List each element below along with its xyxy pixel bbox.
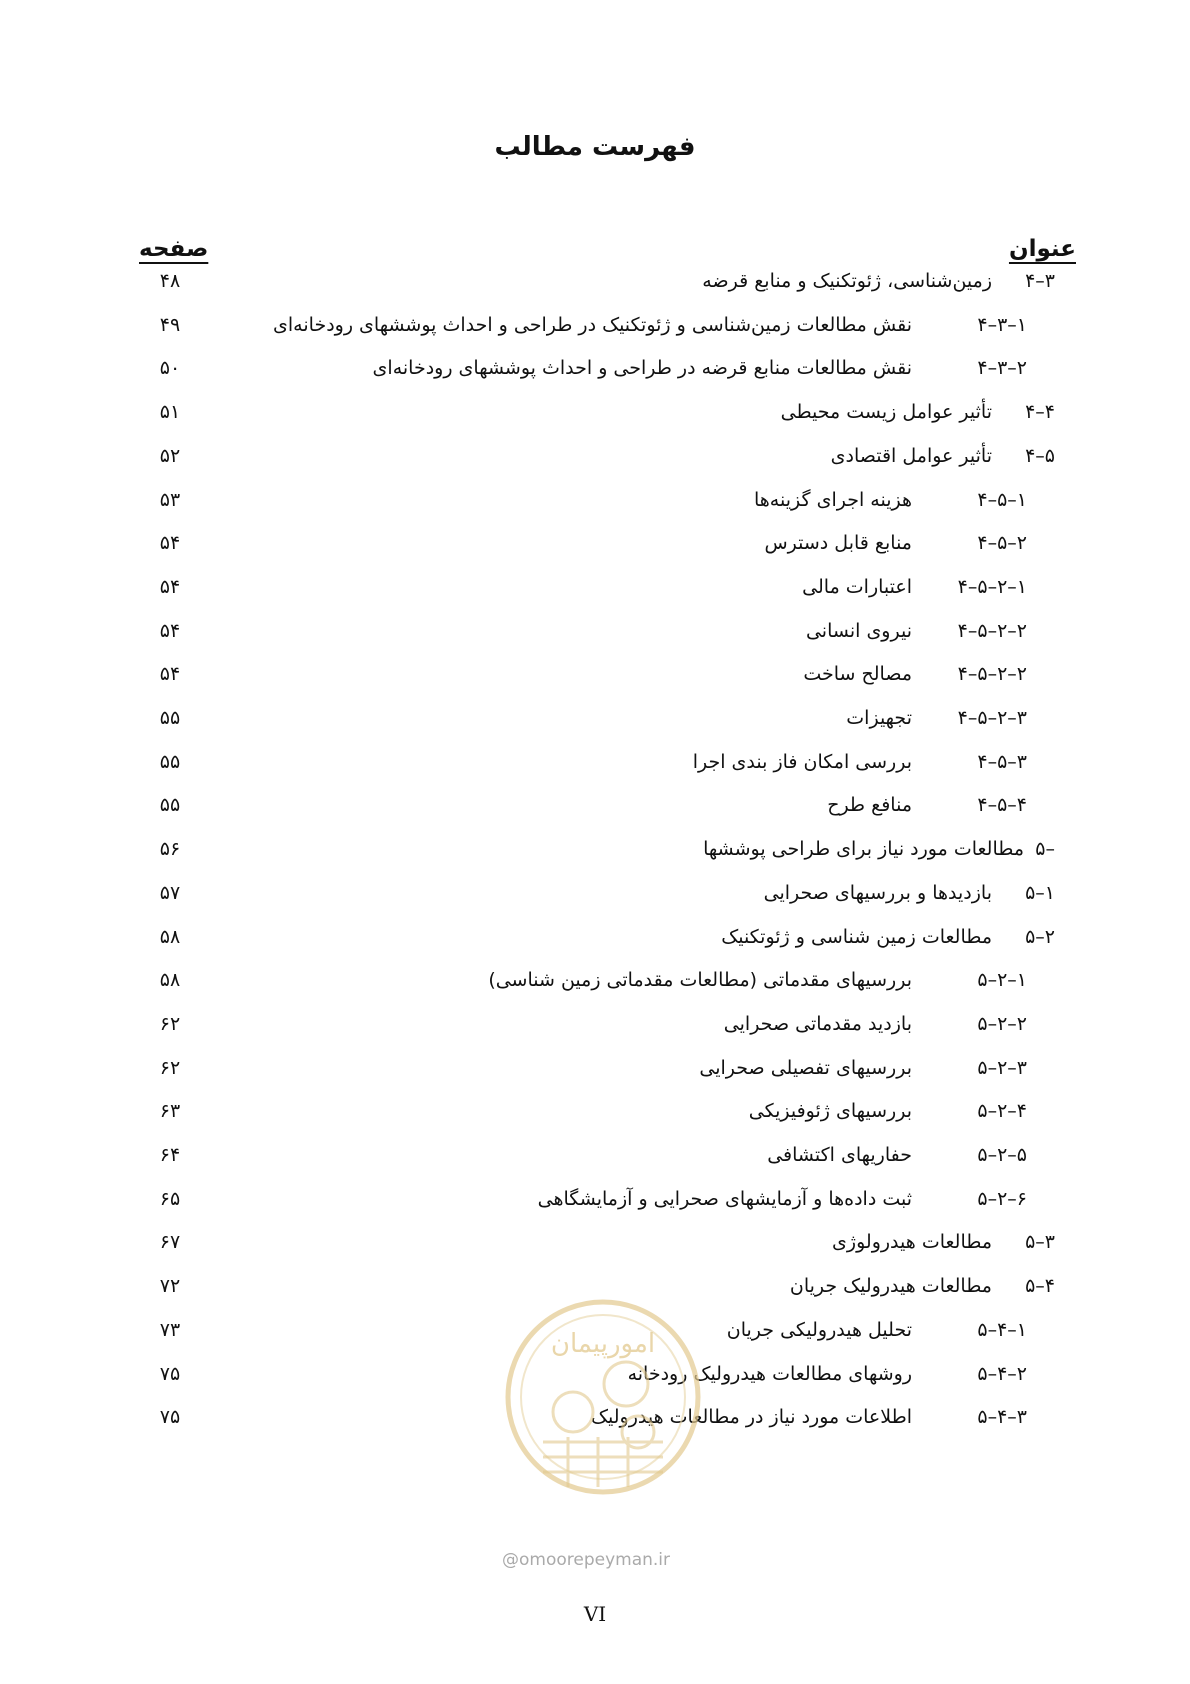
page-ref: ۶۲ xyxy=(159,1056,181,1079)
section-title: بررسیهای مقدماتی (مطالعات مقدماتی زمین شناسی) xyxy=(488,969,912,992)
page-ref: ۶۳ xyxy=(159,1100,181,1123)
watermark-logo xyxy=(488,1292,718,1512)
page-ref: ۷۵ xyxy=(159,1406,181,1429)
page-ref: ۵۴ xyxy=(159,619,181,642)
section-title: اطلاعات مورد نیاز در مطالعات هیدرولیک xyxy=(591,1406,912,1429)
page-ref: ۶۷ xyxy=(159,1231,181,1254)
section-title: هزینه اجرای گزینه‌ها xyxy=(754,488,912,511)
page-ref: ۵۰ xyxy=(159,357,181,380)
section-title: ثبت داده‌ها و آزمایشهای صحرایی و آزمایشگاهی xyxy=(537,1187,912,1210)
section-number: ۴–۵–۲ xyxy=(977,532,1027,555)
page-ref: ۴۸ xyxy=(159,270,181,292)
section-title: نقش مطالعات زمین‌شناسی و ژئوتکنیک در طراحی و احداث پوششهای رودخانه‌ای xyxy=(273,313,912,336)
page-column-header: صفحه xyxy=(139,236,209,262)
section-title: منابع قابل دسترس xyxy=(764,532,912,555)
page-ref: ۵۲ xyxy=(159,444,181,467)
section-title: نقش مطالعات منابع قرضه در طراحی و احداث پوششهای رودخانه‌ای xyxy=(372,357,912,380)
page-ref: ۶۵ xyxy=(159,1187,181,1210)
toc-row xyxy=(0,445,1190,485)
toc-row xyxy=(0,576,1190,616)
section-title: مطالعات هیدرولوژی xyxy=(832,1231,992,1254)
toc-row xyxy=(0,1057,1190,1097)
section-title: بازدید مقدماتی صحرایی xyxy=(723,1012,912,1035)
section-title: منافع طرح xyxy=(827,794,912,817)
toc-row xyxy=(0,270,1190,310)
toc-row xyxy=(0,1100,1190,1140)
toc-row xyxy=(0,794,1190,834)
section-number: ۴–۳–۱ xyxy=(977,313,1027,336)
page-ref: ۴۹ xyxy=(159,313,181,336)
section-title: مطالعات مورد نیاز برای طراحی پوششها xyxy=(703,838,1024,861)
toc-row xyxy=(0,882,1190,922)
section-title: نیروی انسانی xyxy=(805,619,912,642)
section-number: ۴–۵–۱ xyxy=(977,488,1027,511)
toc-row xyxy=(0,357,1190,397)
section-number: ۴–۵ xyxy=(1025,444,1055,467)
section-number: ۵–۲–۶ xyxy=(977,1187,1027,1210)
section-number: ۵– xyxy=(1035,838,1055,861)
watermark-logo-text: امورپیمان xyxy=(550,1329,656,1359)
page-ref: ۶۴ xyxy=(159,1144,181,1166)
section-title: بررسیهای ژئوفیزیکی xyxy=(748,1100,912,1123)
section-number: ۴–۵–۲–۲ xyxy=(957,663,1027,686)
page-ref: ۵۵ xyxy=(159,794,181,817)
section-title: روشهای مطالعات هیدرولیک رودخانه xyxy=(627,1362,912,1385)
page-ref: ۷۳ xyxy=(159,1318,181,1341)
page-ref: ۵۳ xyxy=(159,488,181,511)
section-number: ۴–۳–۲ xyxy=(977,357,1027,380)
toc-row xyxy=(0,401,1190,441)
section-title: تحلیل هیدرولیکی جریان xyxy=(726,1318,912,1341)
section-number: ۵–۴–۱ xyxy=(977,1318,1027,1341)
toc-row xyxy=(0,1231,1190,1271)
page-ref: ۵۵ xyxy=(159,707,181,729)
toc-row xyxy=(0,1144,1190,1184)
section-number: ۵–۴–۳ xyxy=(977,1406,1027,1429)
toc-row xyxy=(0,314,1190,354)
section-number: ۴–۵–۳ xyxy=(977,750,1027,773)
section-number: ۴–۴ xyxy=(1025,401,1055,424)
section-title: تجهیزات xyxy=(846,707,912,729)
toc-row xyxy=(0,838,1190,878)
section-title: بررسیهای تفصیلی صحرایی xyxy=(699,1056,912,1079)
section-number: ۵–۲–۳ xyxy=(977,1056,1027,1079)
section-number: ۵–۴–۲ xyxy=(977,1362,1027,1385)
title-column-header: عنوان xyxy=(1008,236,1076,262)
section-title: مطالعات زمین شناسی و ژئوتکنیک xyxy=(721,925,992,948)
section-title: اعتبارات مالی xyxy=(802,575,912,598)
section-title: مطالعات هیدرولیک جریان xyxy=(789,1275,992,1298)
section-title: بررسی امکان فاز بندی اجرا xyxy=(692,750,912,773)
toc-row xyxy=(0,969,1190,1009)
page-ref: ۷۲ xyxy=(159,1275,181,1298)
toc-row xyxy=(0,663,1190,703)
section-title: حفاریهای اکتشافی xyxy=(767,1144,912,1166)
page-ref: ۵۱ xyxy=(159,401,181,424)
page-ref: ۵۶ xyxy=(159,838,181,861)
page-ref: ۵۵ xyxy=(159,750,181,773)
section-number: ۴–۵–۲–۳ xyxy=(957,707,1027,729)
toc-row xyxy=(0,707,1190,747)
page-ref: ۵۴ xyxy=(159,532,181,555)
toc-row xyxy=(0,532,1190,572)
section-number: ۵–۳ xyxy=(1025,1231,1055,1254)
section-number: ۵–۲–۲ xyxy=(977,1012,1027,1035)
section-number: ۴–۵–۴ xyxy=(977,794,1027,817)
toc-row xyxy=(0,489,1190,529)
page-ref: ۵۸ xyxy=(159,925,181,948)
section-number: ۵–۲ xyxy=(1025,925,1055,948)
page-ref: ۵۷ xyxy=(159,881,181,904)
page-ref: ۶۲ xyxy=(159,1012,181,1035)
section-title: مصالح ساخت xyxy=(803,663,912,686)
section-number: ۴–۳ xyxy=(1025,270,1055,292)
page-ref: ۵۴ xyxy=(159,663,181,686)
page-title: فهرست مطالب xyxy=(494,132,696,162)
section-title: بازدیدها و بررسیهای صحرایی xyxy=(763,881,992,904)
section-title: تأثیر عوامل اقتصادی xyxy=(830,444,992,467)
section-number: ۵–۱ xyxy=(1025,881,1055,904)
section-number: ۵–۲–۴ xyxy=(977,1100,1027,1123)
section-number: ۴–۵–۲–۲ xyxy=(957,619,1027,642)
page-ref: ۵۴ xyxy=(159,575,181,598)
page-ref: ۷۵ xyxy=(159,1362,181,1385)
section-number: ۴–۵–۲–۱ xyxy=(957,575,1027,598)
section-title: زمین‌شناسی، ژئوتکنیک و منابع قرضه xyxy=(702,270,992,292)
toc-row xyxy=(0,751,1190,791)
toc-row xyxy=(0,1188,1190,1228)
section-number: ۵–۲–۱ xyxy=(977,969,1027,992)
section-number: ۵–۴ xyxy=(1025,1275,1055,1298)
watermark-url: @omoorepeyman.ir xyxy=(502,1550,671,1570)
page-ref: ۵۸ xyxy=(159,969,181,992)
page-number: VI xyxy=(583,1602,607,1626)
toc-row xyxy=(0,926,1190,966)
toc-row xyxy=(0,620,1190,660)
section-title: تأثیر عوامل زیست محیطی xyxy=(780,401,992,424)
toc-row xyxy=(0,1013,1190,1053)
section-number: ۵–۲–۵ xyxy=(977,1144,1027,1166)
